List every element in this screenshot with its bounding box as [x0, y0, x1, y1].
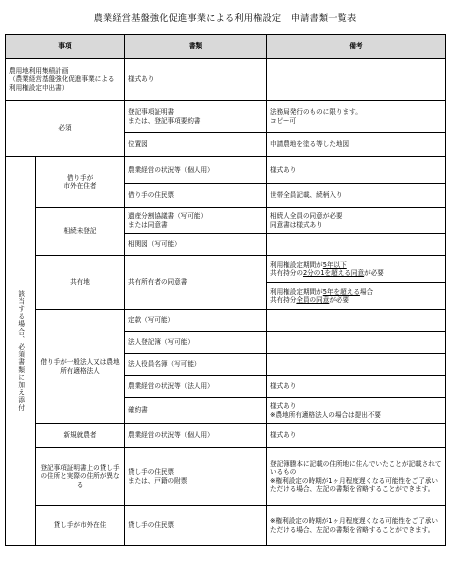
header-shorui: 書類 — [125, 35, 267, 59]
header-row — [6, 35, 446, 59]
cell-biko — [267, 234, 446, 256]
row-label: 相続未登記 — [36, 208, 125, 256]
cell-biko — [267, 332, 446, 354]
cell-shorui: 農業経営の状況等（個人用） — [125, 424, 267, 448]
cell-biko: 申請農地を塗る等した地図 — [267, 133, 446, 157]
documents-table — [5, 34, 446, 546]
row-label: 借り手が一般法人又は農地所有適格法人 — [36, 310, 125, 424]
table-row — [6, 59, 446, 101]
cell-biko — [267, 59, 446, 101]
table-row — [6, 424, 446, 448]
header-biko: 備考 — [267, 35, 446, 59]
table-row — [6, 448, 446, 506]
cell-shorui: 貸し手の住民票 — [125, 506, 267, 546]
cell-shorui: 借り手の住民票 — [125, 184, 267, 208]
row-label: 必須 — [6, 101, 125, 157]
cell-biko: 様式あり — [267, 424, 446, 448]
cell-shorui: 登記事項証明書 または、登記事項要約書 — [125, 101, 267, 133]
header-jiko: 事項 — [6, 35, 125, 59]
cell-biko — [267, 354, 446, 376]
cell-shorui: 貸し手の住民票 または、戸籍の附票 — [125, 448, 267, 506]
cell-shorui: 確約書 — [125, 398, 267, 424]
row-label: 共有地 — [36, 256, 125, 310]
cell-shorui: 相関図（写可能） — [125, 234, 267, 256]
cell-biko: ※権利設定の時期が1ヶ月程度遅くなる可能性をご了承いただける場合、左記の書類を省略することができます。 — [267, 506, 446, 546]
cell-biko: 様式あり — [267, 157, 446, 184]
cell-shorui: 農業経営の状況等（個人用） — [125, 157, 267, 184]
cell-shorui: 農業経営の状況等（法人用） — [125, 376, 267, 398]
page-title: 農業経営基盤強化促進事業による利用権設定 申請書類一覧表 — [93, 13, 357, 24]
table-row — [6, 208, 446, 234]
cell-shorui: 定款（写可能） — [125, 310, 267, 332]
cell-biko: 様式あり — [267, 376, 446, 398]
table-row — [6, 310, 446, 332]
cell-biko: 法務局発行のものに限ります。 コピー可 — [267, 101, 446, 133]
cell-shorui: 共有所有者の同意書 — [125, 256, 267, 310]
cell-biko: 利用権設定期間が5年を超える場合 共有持分全員の同意が必要 — [267, 283, 446, 310]
cell-biko: 相続人全員の同意が必要 同意書は様式あり — [267, 208, 446, 234]
cell-shorui: 法人役員名簿（写可能） — [125, 354, 267, 376]
row-label: 新規就農者 — [36, 424, 125, 448]
cell-biko: 利用権設定期間が5年以下 共有持分の2分の1を超える同意が必要 — [267, 256, 446, 283]
cell-shorui: 位置図 — [125, 133, 267, 157]
cell-biko — [267, 310, 446, 332]
cell-biko: 登記簿謄本に記載の住所地に住んでいたことが記載されているもの ※権利設定の時期が1ヶ月程度遅くなる可能性をご了承いただける場合、左記の書類を省略することができます。 — [267, 448, 446, 506]
table-row — [6, 157, 446, 184]
row-label: 登記事項証明書上の貸し手の住所と実際の住所が異なる — [36, 448, 125, 506]
table-row — [6, 256, 446, 283]
gaitou-label: 該当する場合、必須書類に加え添付 — [6, 157, 36, 546]
cell-biko: 世帯全員記載、続柄入り — [267, 184, 446, 208]
table-row — [6, 101, 446, 133]
row-label: 借り手が 市外在住者 — [36, 157, 125, 208]
table-row — [6, 506, 446, 546]
row-label: 貸し手が市外在住 — [36, 506, 125, 546]
cell-shorui: 遺産分割協議書（写可能） または同意書 — [125, 208, 267, 234]
cell-biko: 様式あり ※農地所有適格法人の場合は提出不要 — [267, 398, 446, 424]
cell-shorui: 様式あり — [125, 59, 267, 101]
row-label: 農用地利用集積計画 （農業経営基盤強化促進事業による利用権設定申出書） — [6, 59, 125, 101]
cell-shorui: 法人登記簿（写可能） — [125, 332, 267, 354]
